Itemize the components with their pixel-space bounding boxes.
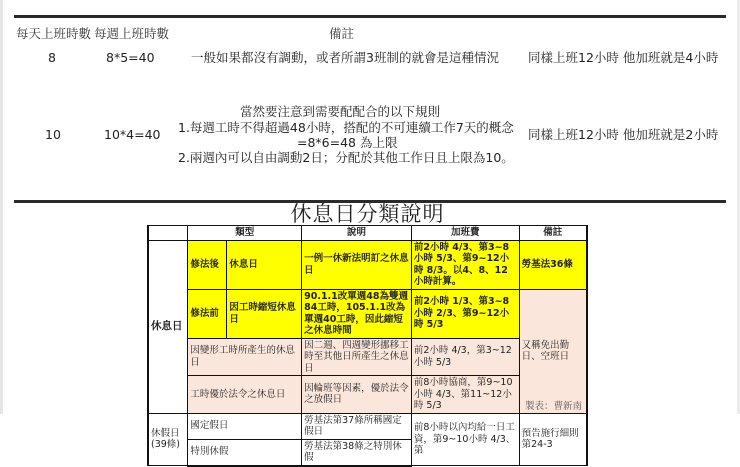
header-type: 類型 [188,226,302,241]
header-pay: 加班費 [411,226,519,241]
row1-extra: 同樣上班12小時 他加班就是4小時 [528,50,719,65]
chart-title: 休息日分類說明 [290,202,445,226]
rest-day-table [147,225,588,467]
row-desc-flex: 因二週、四週變形挪移工時至其他日所產生之休息日 [302,338,412,376]
row1-note: 一般如果都沒有調動，或者所謂3班制的就會是這種情況 [191,50,499,65]
header-desc: 說明 [302,226,412,241]
row-type-better: 工時優於法令之休息日 [188,376,302,414]
row-pay-national: 前8小時以內均給一日工資，第9~10小時 4/3、第 [411,413,519,466]
header-remark: 備註 [519,226,587,241]
group-holiday: 休假日 (39條) [148,413,188,466]
row-type-before: 因工時縮短休息日 [227,289,302,338]
table-credit: 製表：曹新南 [524,401,582,412]
row-pay-after: 前2小時 4/3、第3~8小時 5/3、第9~12小時 8/3。以4、8、12小時計算。 [411,240,519,289]
row2-weekly-hours: 10*4=40 [104,127,161,142]
rest-day-chart-image [147,202,588,463]
table-top-rule [14,15,726,18]
row-pay-flex: 前2小時 4/3，第3~12小時 5/3 [411,338,519,376]
row-note-flex: 又稱免出勤日、空班日 [519,289,587,413]
row1-daily-hours: 8 [48,50,56,65]
row-type-after: 休息日 [227,240,302,289]
row-desc-special: 勞基法第38條之特別休假 [302,439,412,466]
row-type-national: 國定假日 [188,413,302,439]
row-note-national: 預告施行細則第24-3 [519,413,587,466]
row-desc-national: 勞基法第37條所稱國定假日 [302,413,412,439]
header-blank [148,226,188,241]
header-weekly-hours: 每週上班時數 [94,26,170,41]
row2-daily-hours: 10 [45,127,61,142]
row-note-after: 勞基法36條 [519,240,587,289]
page-left-edge [0,0,3,414]
row2-note-line1: 當然要注意到需要配配合的以下規則 [239,104,440,119]
row-desc-better: 因輪班等因素，優於法令之放假日 [302,376,412,414]
row-sub-after: 修法後 [188,240,227,289]
row2-extra: 同樣上班12小時 他加班就是2小時 [528,127,719,142]
row-desc-before: 90.1.1改單週48為雙週84工時，105.1.1改為單週40工時，因此縮短之休息時間 [302,289,412,338]
row2-note-line3: =8*6=48 為上限 [297,135,398,150]
header-note: 備註 [329,26,355,41]
group-rest-day: 休息日 [148,240,188,413]
row-desc-after: 一例一休新法明訂之休息日 [302,240,412,289]
row-pay-before: 前2小時 1/3、第3~8小時 2/3、第9~12小時 5/3 [411,289,519,338]
row2-note-line2: 1.每週工時不得超過48小時，搭配的不可連續工作7天的概念 [178,120,514,135]
row-sub-before: 修法前 [188,289,227,338]
row-pay-better: 前8小時協商，第9~10小時 4/3、第11~12小時 5/3 [411,376,519,414]
row2-note-line4: 2.兩週內可以自由調動2日；分配於其他工作日且上限為10。 [178,150,514,165]
row-type-flex: 因變形工時所產生的休息日 [188,338,302,376]
row-type-special: 特別休假 [188,439,302,466]
row1-weekly-hours: 8*5=40 [106,50,155,65]
header-daily-hours: 每天上班時數 [16,26,92,41]
